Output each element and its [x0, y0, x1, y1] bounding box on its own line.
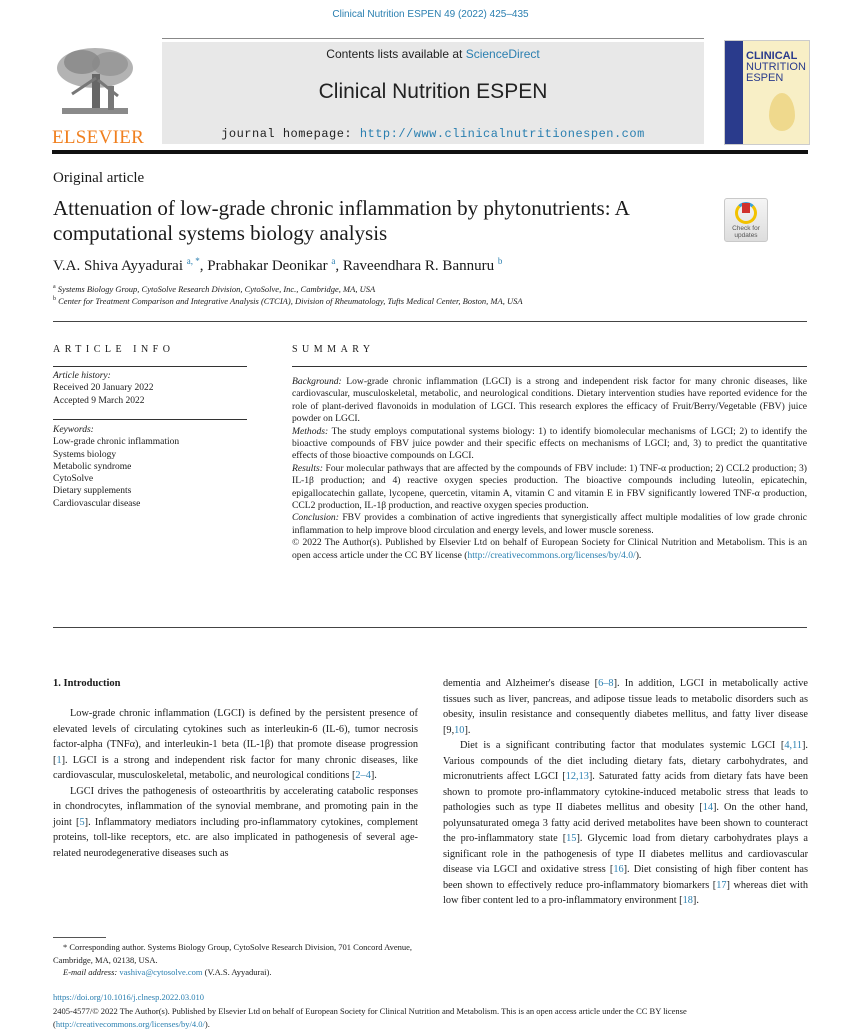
check-updates-line1: Check for — [732, 225, 760, 232]
cover-line3: ESPEN — [746, 72, 784, 84]
header-rule — [52, 150, 808, 154]
running-head[interactable]: Clinical Nutrition ESPEN 49 (2022) 425–435 — [332, 9, 529, 20]
citation-link[interactable]: 6–8 — [598, 678, 614, 689]
citation-link[interactable]: 18 — [682, 895, 693, 906]
text: LGCI drives the pathogenesis of osteoarthritis by accelerating catabolic responses in chondrocytes, inflammation of the synovial membrane, and promoting pain in the joint [ — [53, 785, 418, 828]
text: dementia and Alzheimer's disease [ — [443, 678, 599, 689]
author-sup[interactable]: a, * — [186, 256, 200, 266]
article-title: Attenuation of low-grade chronic inflammation by phytonutrients: A computational systems biology analysis — [53, 196, 629, 245]
text: ]. In addition, LGCI in metabolically active tissues such as liver, pancreas, and adipose tissue leads to metabolic disorders such as obesity, insulin resistance and consequently diabetes mellitus, and fatty liver disease [9, — [443, 678, 808, 736]
author-sup[interactable]: b — [497, 256, 503, 266]
citation-link[interactable]: 12,13 — [565, 771, 589, 782]
doi-url[interactable]: https://doi.org/10.1016/j.clnesp.2022.03.010 — [53, 992, 204, 1002]
elsevier-logo[interactable] — [52, 44, 145, 148]
accepted-date: Accepted 9 March 2022 — [53, 395, 145, 406]
copyright-text: © 2022 The Author(s). Published by Elsevier Ltd on behalf of European Society for Clinical Nutrition and Metabolism. This is an open access article under the CC BY license ( — [292, 537, 807, 561]
methods-text: The study employs computational systems biology: 1) to identify biomolecular mechanisms of LGCI; 2) to identify the bioactive compounds of FBV juice powder and their specific effects on mechanisms of LGCI; and, 3) to predict the quantitative effects of those bioactive compounds on LGCI. — [292, 425, 807, 462]
author-name[interactable]: V.A. Shiva Ayyadurai — [53, 258, 184, 274]
divider — [53, 321, 807, 322]
author-list: V.A. Shiva Ayyadurai $^{a, *}$, Prabhakar Deonikar $^a$, Raveendhara R. Bannuru $^b$ — [53, 256, 503, 274]
sciencedirect-link[interactable]: ScienceDirect — [465, 47, 540, 61]
check-updates-label — [725, 225, 767, 239]
cover-line2: NUTRITION — [746, 61, 806, 73]
email-label: E-mail address: — [63, 967, 120, 977]
article-history — [53, 370, 154, 407]
homepage-prefix: journal homepage: — [221, 127, 360, 141]
text: ]. LGCI is a strong and independent risk factor for many chronic diseases, like cardiovascular, musculoskeletal, metabolic, and neurological conditions [ — [53, 754, 418, 781]
keyword: Systems biology — [53, 449, 117, 460]
keyword: CytoSolve — [53, 474, 94, 485]
email-line — [53, 966, 423, 979]
divider — [292, 366, 807, 367]
footnote — [53, 941, 423, 979]
citation-link[interactable]: 4,11 — [784, 740, 802, 751]
journal-title: Clinical Nutrition ESPEN — [318, 80, 548, 103]
text: ]. Various compounds of the diet including dietary fats, dietary carbohydrates, and micronutrients affect LGCI [ — [443, 740, 808, 782]
results-label: Results: — [292, 462, 323, 474]
footer-license-link[interactable]: http://creativecommons.org/licenses/by/4.0/ — [55, 1018, 205, 1029]
text: ]. Diet consisting of high fiber content has been shown to effectively reduce pro-inflammatory biomarkers [ — [443, 864, 809, 891]
divider — [53, 419, 247, 420]
summary-copyright — [292, 537, 807, 562]
keyword: Cardiovascular disease — [53, 498, 141, 509]
left-column — [53, 706, 418, 861]
text: ]. — [464, 724, 471, 736]
footnote-rule — [53, 937, 106, 938]
text: ]. On the other hand, polyunsaturated omega 3 fatty acid derived metabolites have been shown to counteract the pro-inflammatory state [ — [443, 802, 808, 844]
paragraph — [53, 784, 418, 862]
text: ]. Glycemic load from dietary carbohydrates plays a significant role in the pathogenesis of type II diabetes mellitus and cardiovascular disease via LGCI and oxidative stress [ — [443, 833, 808, 875]
footer-copyright-text: 2405-4577/© 2022 The Author(s). Published by Elsevier Ltd on behalf of European Society for Clinical Nutrition and Metabolism. This is an open access article under the CC BY license ( — [53, 1006, 687, 1029]
summary-background — [292, 376, 807, 426]
citation-link[interactable]: 17 — [716, 879, 727, 891]
background-text: Low-grade chronic inflammation (LGCI) is a strong and independent risk factor for many chronic diseases, like cardiovascular, musculoskeletal, metabolic, and neurological conditions. Dietary intervention studies have reported evidence for the role of plant-derived flavonoids in modulation of LGCI. This research explores the efficacy of Fruit/Berry/Vegetable (FBV) juice powder on LGCI. — [292, 376, 807, 425]
elsevier-wordmark: ELSEVIER — [52, 127, 145, 148]
contents-prefix: Contents lists available at — [326, 47, 466, 61]
citation-link[interactable]: 1 — [56, 754, 62, 766]
check-updates-icon — [735, 202, 757, 224]
keyword: Metabolic syndrome — [53, 461, 132, 472]
text: ] whereas diet with low fiber content led to a pro-inflammatory environment [ — [443, 879, 808, 906]
affiliation-a — [53, 284, 375, 294]
homepage-link[interactable]: http://www.clinicalnutritionespen.com — [359, 127, 645, 141]
citation-link[interactable]: 2–4 — [355, 770, 371, 781]
methods-label: Methods: — [292, 425, 329, 437]
footer-copyright — [53, 1005, 813, 1030]
journal-homepage — [162, 127, 704, 141]
article-type: Original article — [53, 170, 145, 186]
journal-cover[interactable] — [724, 40, 810, 145]
summary-body — [292, 376, 807, 562]
keywords-label: Keywords: — [53, 425, 94, 435]
text: Diet is a significant contributing factor that modulates systemic LGCI [ — [460, 740, 785, 751]
section-heading-introduction: 1. Introduction — [53, 678, 121, 689]
license-link[interactable]: http://creativecommons.org/licenses/by/4.0/ — [467, 549, 636, 561]
text: ]. Saturated fatty acids from dietary fats have been shown to promote pro-inflammatory cytokine-induced metabolic stress that leads to pathologies such as type II diabetes mellitus and obesity [ — [443, 771, 808, 813]
keyword: Dietary supplements — [53, 486, 132, 497]
summary-heading: SUMMARY — [292, 344, 375, 355]
top-rule — [162, 38, 704, 39]
affiliation-sup: a — [53, 284, 56, 291]
contents-line — [162, 47, 704, 61]
email-suffix: (V.A.S. Ayyadurai). — [202, 967, 272, 977]
affiliation-text: Systems Biology Group, CytoSolve Research Division, CytoSolve, Inc., Cambridge, MA, USA — [57, 284, 376, 294]
text: Low-grade chronic inflammation (LGCI) is defined by the persistent presence of elevated levels of circulating cytokines such as interleukin-6 (IL-6), tumor necrosis factor-alpha (TNFα), and interleukin-1 beta (IL-1β) that promote disease progression [ — [53, 708, 418, 766]
copyright-end: ). — [635, 549, 642, 561]
paragraph — [53, 706, 418, 784]
corresponding-author-note: * Corresponding author. Systems Biology Group, CytoSolve Research Division, 701 Concord Avenue, Cambridge, MA, 02138, USA. — [53, 942, 413, 965]
divider — [53, 627, 807, 628]
citation-link[interactable]: 5 — [79, 816, 85, 828]
affiliation-text: Center for Treatment Comparison and Integrative Analysis (CTCIA), Division of Rheumatology, Tufts Medical Center, Boston, MA, USA — [58, 296, 523, 306]
conclusion-text: FBV provides a combination of active ingredients that synergistically affect multiple modalities of low grade chronic inflammation to help improve blood circulation and energy levels, and lower muscle soreness. — [292, 512, 807, 536]
summary-methods — [292, 426, 807, 463]
citation-link[interactable]: 16 — [613, 864, 624, 875]
results-text: Four molecular pathways that are affected by the compounds of FBV include: 1) TNF-α production; 2) CCL2 production; 3) IL-1β production; and 4) reactive oxygen species production. The bioactive compounds including luteolin, epicatechin, epigallocatechin gallate, lycopene, quercetin, vitamin A, vitamin C and vitamin E in FBV significantly lowered TNF-α production, CCL2 production, IL-1β production, and reactive oxygen species production. — [292, 462, 807, 512]
doi-link[interactable] — [53, 992, 204, 1002]
divider — [53, 366, 247, 367]
citation-link[interactable]: 14 — [702, 802, 713, 813]
cover-title — [746, 51, 806, 84]
summary-conclusion — [292, 512, 807, 537]
text: ]. Inflammatory mediators including pro-inflammatory cytokines, complement proteins, toll-like receptors, etc. are also implicated in pathogenesis of several age-related neurodegenerative diseases such as — [53, 816, 418, 859]
check-for-updates-button[interactable] — [724, 198, 768, 242]
history-label: Article history: — [53, 371, 111, 381]
text: ]. — [370, 770, 377, 781]
paragraph — [443, 738, 808, 909]
right-column — [443, 676, 808, 909]
cover-spine — [725, 41, 743, 144]
affiliation-sup: b — [53, 296, 56, 303]
citation-link[interactable]: 10 — [454, 724, 465, 736]
journal-banner — [162, 42, 704, 144]
author-name[interactable]: Prabhakar Deonikar — [207, 258, 328, 274]
paragraph — [443, 676, 808, 738]
author-sup[interactable]: a — [331, 256, 336, 266]
keywords — [53, 424, 179, 510]
cover-line1: CLINICAL — [746, 50, 798, 62]
received-date: Received 20 January 2022 — [53, 383, 154, 394]
elsevier-tree-icon — [52, 44, 138, 118]
summary-results — [292, 463, 807, 513]
background-label: Background: — [292, 376, 342, 387]
footer-copyright-end: ). — [204, 1018, 210, 1029]
affiliation-b — [53, 296, 523, 306]
keyword: Low-grade chronic inflammation — [53, 437, 180, 448]
text: ]. — [692, 895, 699, 906]
check-updates-line2: updates — [734, 232, 758, 239]
email-link[interactable]: vashiva@cytosolve.com — [119, 967, 203, 977]
author-name[interactable]: Raveendhara R. Bannuru — [342, 258, 495, 274]
citation-link[interactable]: 15 — [566, 833, 577, 844]
cover-drop-icon — [769, 93, 795, 131]
conclusion-label: Conclusion: — [292, 512, 339, 524]
article-info-heading: ARTICLE INFO — [53, 344, 175, 355]
